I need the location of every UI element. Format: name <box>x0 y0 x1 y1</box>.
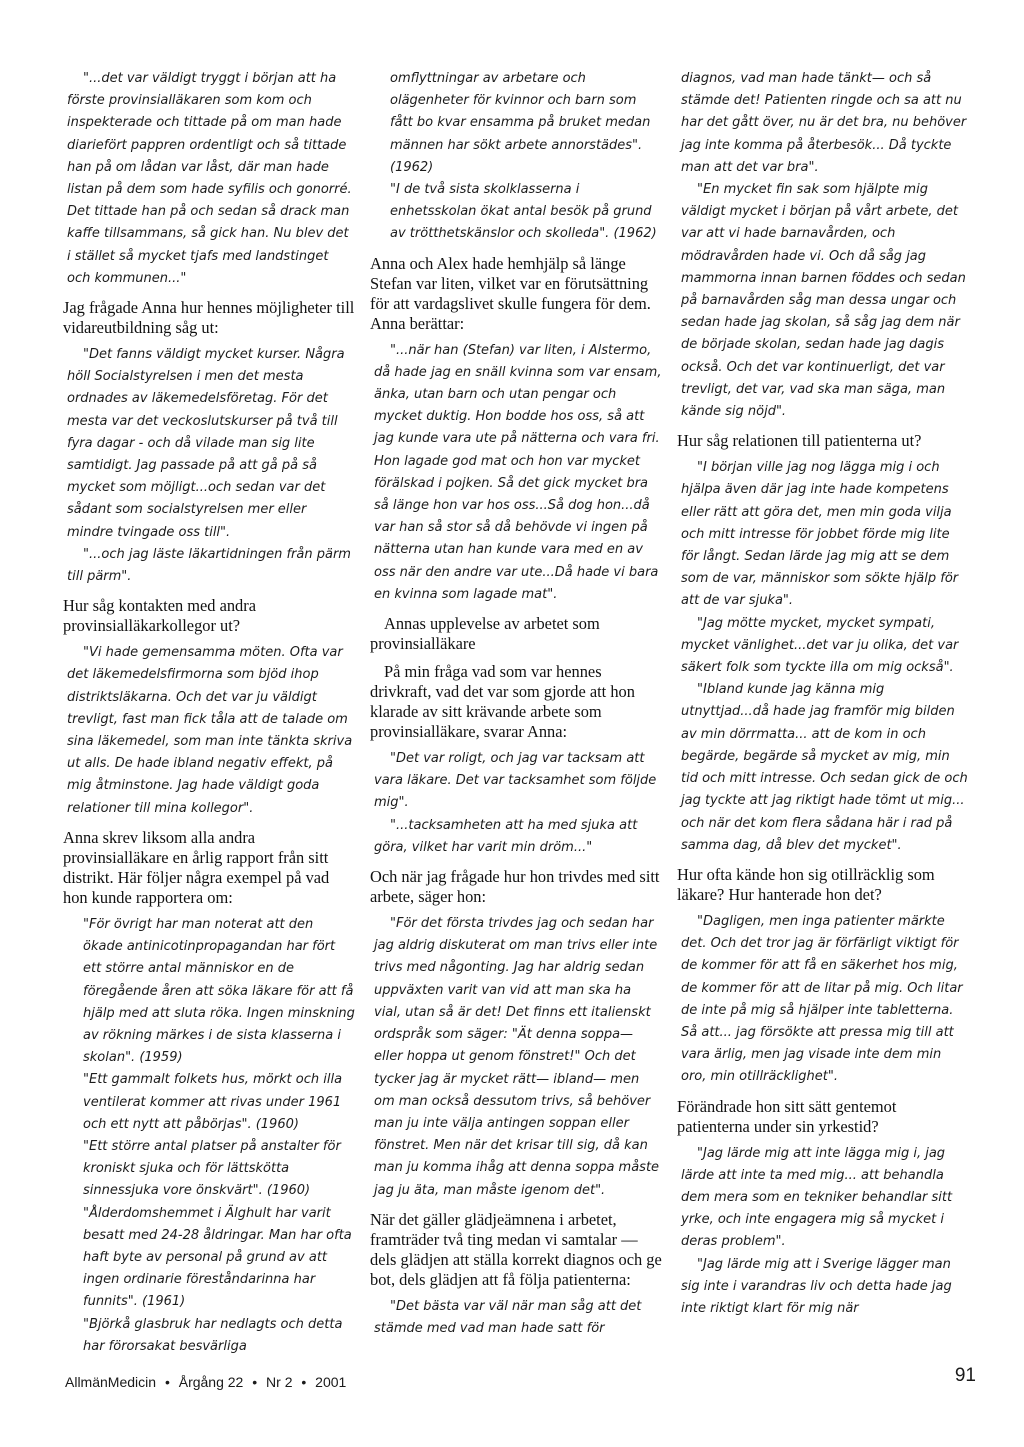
interview-quote: "...tacksamheten att ha med sjuka att göra, vilket har varit min dröm..." <box>374 817 638 855</box>
body-paragraph: Anna skrev liksom alla andra provinsialläkare en årlig rapport från sitt distrikt. Här följer några exempel på vad hon kunde rapportera om: <box>63 827 330 907</box>
footer-separator: • <box>164 1374 170 1390</box>
interview-quote: "Det fanns väldigt mycket kurser. Några höll Socialstyrelsen i men det mesta ordnades av läkemedelsföretag. För det mesta var det veckoslutskurser på två till fyra dagar - och då vilade man sig lite samtidigt. Jag passade på att gå på så mycket som möjligt...och sedan var det sådant som socialstyrelsen mer eller mindre tvingade oss till". <box>67 347 345 540</box>
body-paragraph: Hur ofta kände hon sig otillräcklig som läkare? Hur hanterade hon det? <box>677 864 935 904</box>
text-column-3 <box>677 68 969 1320</box>
report-quote: "Björkå glasbruk har nedlagts och detta har förorsakat besvärliga <box>83 1316 343 1354</box>
body-paragraph: Förändrade hon sitt sätt gentemot patienterna under sin yrkestid? <box>677 1096 897 1136</box>
report-quote: "I de två sista skolklasserna i enhetsskolan ökat antal besök på grund av trötthetskänslor och skolleda". (1962) <box>390 182 657 242</box>
interview-quote: "För det första trivdes jag och sedan har jag aldrig diskuterat om man trivs eller inte trivs med någonting. Jag har aldrig sedan uppväxten varit van vid att man ska ha vial, utan så är det! Det finns ett italienskt ordspråk som säger: "Ät denna soppa— eller hoppa ut genom fönstret!" Och det tycker jag är mycket rätt— ibland— men om man också dessutom trivs, så behöver man ju inte välja antingen soppan eller fönstret. Men när det krisar till sig, då kan man ju komma ihåg att denna soppa måste jag ju äta, man måste igenom det". <box>374 916 660 1198</box>
body-paragraph: Hur såg kontakten med andra provinsialläkarkollegor ut? <box>63 596 256 636</box>
interview-quote: "Det bästa var väl när man såg att det stämde med vad man hade satt för <box>374 1298 642 1336</box>
interview-quote: diagnos, vad man hade tänkt— och så stämde det! Patienten ringde och sa att nu har det gått över, nu är det bra, nu behöver jag inte komma på återbesök... Då tyckte man att det var bra". <box>681 71 967 175</box>
page-number: 91 <box>954 1365 976 1386</box>
report-quote: "Ålderdomshemmet i Älghult har varit besatt med 24-28 åldringar. Man har ofta haft byte av personal på grund av att ingen ordinarie föreståndarinna har funnits". (1961) <box>83 1205 352 1310</box>
page-footer <box>65 1374 346 1390</box>
volume-label: Årgång 22 <box>178 1374 244 1390</box>
footer-separator: • <box>252 1374 258 1390</box>
section-heading: Annas upplevelse av arbetet som provinsialläkare <box>370 614 600 654</box>
interview-quote: "I början ville jag nog lägga mig i och hjälpa även där jag inte hade kompetens eller rätt att göra det, men min goda vilja och mitt intresse för jobbet förde mig lite för långt. Sedan lärde jag mig att se dem som de var, människor som sökte hjälp för att de var sjuka". <box>681 460 959 609</box>
interview-quote: "...när han (Stefan) var liten, i Alstermo, då hade jag en snäll kvinna som var ensam, änka, utan barn och utan pengar och mycket duktig. Hon bodde hos oss, så att jag kunde vara ute på nätterna och vara fri. Hon lagade god mat och hon var mycket förälskad i pojken. Så det gick mycket bra så länge hon var hos oss...Så dog hon...då var han så stor så då behövde vi ingen på nätterna utan han kunde vara med en av oss när den andre var ute...Då hade vi bara en kvinna som lagade mat". <box>374 342 662 602</box>
year-label: 2001 <box>315 1374 347 1390</box>
report-quote: omflyttningar av arbetare och olägenheter för kvinnor och barn som fått bo kvar ensamma på bruket medan männen har sökt arbete annorstädes". (1962) <box>390 71 651 175</box>
interview-quote: "Vi hade gemensamma möten. Ofta var det läkemedelsfirmorna som bjöd ihop distriktsläkarna. Och det var ju väldigt trevligt, fast man fick tåla att de talade om sina läkemedel, som man inte tänkta skriva ut alls. De hade ibland negativ effekt, på mig åtminstone. Jag hade väldigt goda relationer till mina kollegor". <box>67 645 353 816</box>
interview-quote: "Det var roligt, och jag var tacksam att vara läkare. Det var tacksamhet som följde mig". <box>374 751 657 811</box>
issue-label: Nr 2 <box>266 1374 293 1390</box>
interview-quote: "...det var väldigt tryggt i början att ha förste provinsialläkaren som kom och inspekterade och tittade på om man hade diariefört pappren ordentligt och så tittade han på om lådan var låst, där man hade listan på dem som hade syfilis och gonorré. Det tittade han på och sedan så drack man kaffe tillsammans, så gick han. Nu blev det i stället så mycket tjafs med landstinget och kommunen..." <box>67 71 352 286</box>
publication-name: AllmänMedicin <box>65 1374 157 1390</box>
body-paragraph: Anna och Alex hade hemhjälp så länge Stefan var liten, vilket var en förutsättning för att vardagslivet skulle fungera för dem. Anna berättar: <box>370 253 651 333</box>
report-quote: "För övrigt har man noterat att den ökade antinicotinpropagandan har fört ett större antal människor en de föregående åren att söka läkare för att få hjälp med att sluta röka. Ingen minskning av rökning märkes i de sista klasserna i skolan". (1959) <box>83 916 355 1066</box>
body-paragraph: Jag frågade Anna hur hennes möjligheter till vidareutbildning såg ut: <box>63 298 355 338</box>
interview-quote: "En mycket fin sak som hjälpte mig väldigt mycket i början på vårt arbete, det var att vi hade barnavården, och mödravården hade vi. Och då såg jag mammorna innan barnen föddes och sedan på barnavården såg man dessa ungar och sedan hade jag skolan, så såg jag dem när de började skolan, sedan hade jag dagis också. Och det var kontinuerligt, det var trevligt, det var, vad ska man säga, man kände sig nöjd". <box>681 182 966 420</box>
interview-quote: "Jag lärde mig att inte lägga mig i, jag lärde att inte ta med mig... att behandla dem mera som en tekniker behandlar sitt yrke, och inte engagera mig så mycket i deras problem". <box>681 1145 953 1250</box>
text-column-2 <box>370 68 662 1340</box>
interview-quote: "Jag lärde mig att i Sverige lägger man sig inte i varandras liv och detta hade jag inte riktigt klart för mig när <box>681 1256 952 1316</box>
body-paragraph: På min fråga vad som var hennes drivkraft, vad det var som gjorde att hon klarade av sitt krävande arbete som provinsialläkare, svarar Anna: <box>370 662 635 742</box>
body-paragraph: Och när jag frågade hur hon trivdes med sitt arbete, säger hon: <box>370 867 660 907</box>
body-paragraph: Hur såg relationen till patienterna ut? <box>677 431 922 451</box>
report-quote: "Ett gammalt folkets hus, mörkt och illa ventilerat kommer att rivas under 1961 och ett nytt att påbörjas". (1960) <box>83 1072 343 1132</box>
report-quote: "Ett större antal platser på anstalter för kroniskt sjuka och för lättskötta sinnessjuka vore önskvärt". (1960) <box>83 1138 341 1199</box>
interview-quote: "Dagligen, men inga patienter märkte det. Och det tror jag är förfärligt viktigt för de kommer för att få en säkerhet hos mig, de kommer för att de litar på mig. Och litar de inte på mig så hjälper inte tabletterna. Så att... jag försökte att pressa mig till att vara ärlig, men jag visade inte dem min oro, min otillräcklighet". <box>681 913 963 1085</box>
interview-quote: "...och jag läste läkartidningen från pärm till pärm". <box>67 546 351 585</box>
footer-separator: • <box>301 1374 307 1390</box>
text-column-1 <box>63 68 355 1358</box>
body-paragraph: När det gäller glädjeämnena i arbetet, framträder två ting medan vi samtalar — dels glädjen att ställa korrekt diagnos och ge bot, dels glädjen att få följa patienterna: <box>370 1209 662 1289</box>
interview-quote: "Jag mötte mycket, mycket sympati, mycket vänlighet...det var ju olika, det var säkert folk som tyckte illa om mig också". <box>681 615 959 676</box>
interview-quote: "Ibland kunde jag känna mig utnyttjad...då hade jag framför mig bilden av min dörrmatta... att de kom in och begärde, begärde så mycket av mig, min tid och mitt intresse. Och sedan gick de och jag tyckte att jag riktigt hade tömt ut mig... och när det kom flera sådana här i rad på samma dag, då blev det mycket". <box>681 682 968 853</box>
